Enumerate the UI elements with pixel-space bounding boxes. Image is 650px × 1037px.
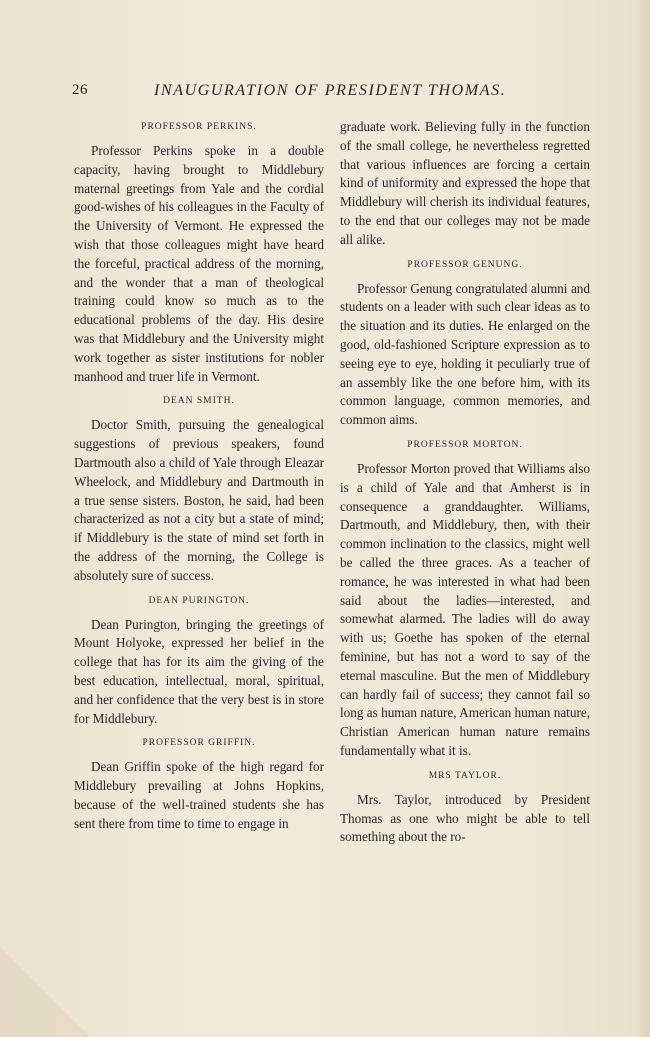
- page-edge-shadow: [636, 0, 650, 1037]
- page-corner-fold: [0, 947, 90, 1037]
- section-text: Professor Perkins spoke in a double capacity, having brought to Middlebury maternal greetings from Yale and the cordial good-wishes of his colleagues in the Faculty of the University of Vermont. He expressed the wish that those colleagues might have heard the forceful, practical address of the morning, and the wonder that a man of theological training could know so much as to the educational problems of the day. His desire was that Middlebury and the University might work together as sister institutions for nobler manhood and truer life in Vermont.: [74, 143, 324, 384]
- section-heading: DEAN PURINGTON.: [148, 595, 250, 606]
- section-heading: PROFESSOR PERKINS.: [141, 122, 257, 132]
- page-header: [72, 82, 592, 104]
- section-griffin: [74, 738, 324, 833]
- section-text: Mrs. Taylor, introduced by President Thomas as one who might be able to tell something about the ro-: [340, 791, 590, 845]
- section-genung: [340, 260, 590, 430]
- section-text: Dean Purington, bringing the greetings of Mount Holyoke, expressed her belief in the college that has for its aim the giving of the best education, intellectual, moral, spiritual, and her confidence that the very best is in store for Middlebury.: [74, 616, 324, 726]
- section-heading: PROFESSOR GRIFFIN.: [142, 738, 256, 749]
- section-perkins: [74, 122, 324, 386]
- section-heading: PROFESSOR GENUNG.: [407, 259, 523, 270]
- section-smith: [74, 396, 324, 585]
- section-text: Dean Griffin spoke of the high regard for Middlebury prevailing at Johns Hopkins, because of the well-trained students she has sent there from time to time to engage in: [74, 759, 324, 831]
- running-title: INAUGURATION OF PRESIDENT THOMAS.: [154, 82, 507, 99]
- page-number: 26: [72, 82, 88, 98]
- section-text: Professor Morton proved that Williams also is a child of Yale and that Amherst is in consequence a granddaughter. Williams, Dartmouth, and Middlebury, then, with their common inclination to the classics, might well be called the three graces. As a teacher of romance, he was interested in what had been said about the ladies—interested, and somewhat alarmed. The ladies will do away with us; Goethe has spoken of the eternal feminine, but has not a word to say of the eternal masculine. But the men of Middlebury can hardly fail of success; they cannot fail so long as human nature, American human nature, Christian American human nature remains fundamentally what it is.: [340, 460, 590, 758]
- section-heading: PROFESSOR MORTON.: [407, 439, 523, 450]
- left-column: [74, 118, 324, 844]
- section-text: Doctor Smith, pursuing the genealogical suggestions of previous speakers, found Dartmouth also a child of Yale through Eleazar Wheelock, and Middlebury and Dartmouth in a true sense sisters. Boston, he said, had been characterized as not a city but a state of mind; if Middlebury is the state of mind set forth in the address of the morning, the College is absolutely sure of success.: [74, 417, 324, 583]
- right-column: [340, 118, 590, 857]
- section-purington: [74, 596, 324, 729]
- continued-text: graduate work. Believing fully in the function of the small college, he nevertheless regretted that various influences are forcing a certain kind of uniformity and expressed the hope that Middlebury will cherish its individual features, to the end that our colleges may not be made all alike.: [340, 119, 590, 247]
- section-heading: DEAN SMITH.: [163, 396, 235, 407]
- section-heading: MRS TAYLOR.: [428, 770, 502, 781]
- section-morton: [340, 440, 590, 761]
- section-text: Professor Genung congratulated alumni and students on a leader with such clear ideas as to the situation and its duties. He enlarged on the good, old-fashioned Scripture expression as to seeing eye to eye, holding it peculiarly true of an assembly like the one before him, with its common language, common memories, and common aims.: [340, 280, 590, 428]
- section-taylor: [340, 771, 590, 847]
